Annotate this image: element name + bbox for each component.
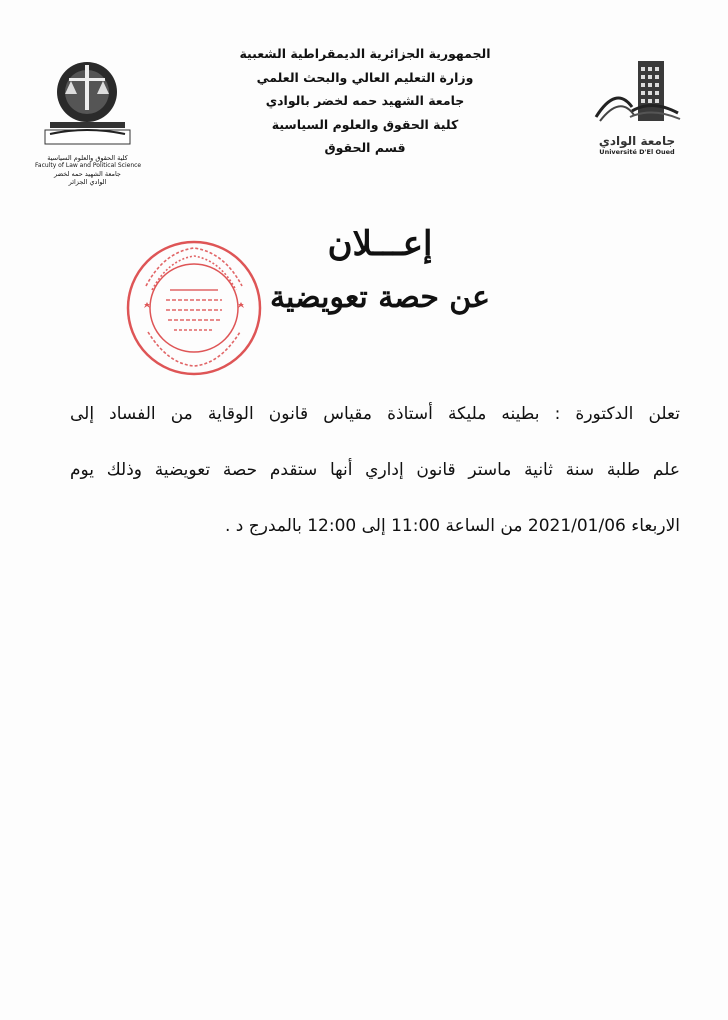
announcement-title: إعـــلان [327,224,433,264]
header-faculty: كلية الحقوق والعلوم السياسية [271,116,459,132]
faculty-logo [35,50,142,186]
header-ministry: وزارة التعليم العالي والبحث العلمي [256,69,474,85]
stamp-star-left-icon [144,302,150,308]
body-line-1: تعلن الدكتورة : بطينه مليكة أستاذة مقياس قانون الوقاية من الفساد إلى [70,404,680,424]
university-building-emblem-icon [592,55,682,130]
body-line-2: علم طلبة سنة ثانية ماستر قانون إداري أنها ستقدم حصة تعويضية وذلك يوم [70,460,680,480]
body-line-3: الاربعاء 2021/01/06 من الساعة 11:00 إلى 12:00 بالمدرج د . [225,516,680,536]
university-name-fr: Université D'El Oued [599,148,675,156]
announcement-body [70,386,680,554]
header-university: جامعة الشهيد حمه لخضر بالوادي [265,93,465,108]
faculty-caption-small: جامعة الشهيد حمه لخضر [54,170,121,178]
university-logo [592,55,682,165]
announcement-subtitle: عن حصة تعويضية [269,280,491,315]
faculty-caption-en: Faculty of Law and Political Science [35,162,142,169]
university-name-ar: جامعة الوادي [598,134,676,148]
faculty-caption-ar: كلية الحقوق والعلوم السياسية [47,154,128,162]
header-republic: الجمهورية الجزائرية الديمقراطية الشعبية [239,46,491,61]
faculty-of-law-emblem-icon [35,50,140,150]
header-department: قسم الحقوق [324,140,406,155]
official-header [200,42,530,160]
faculty-caption-city: الوادي الجزائر [68,178,107,186]
